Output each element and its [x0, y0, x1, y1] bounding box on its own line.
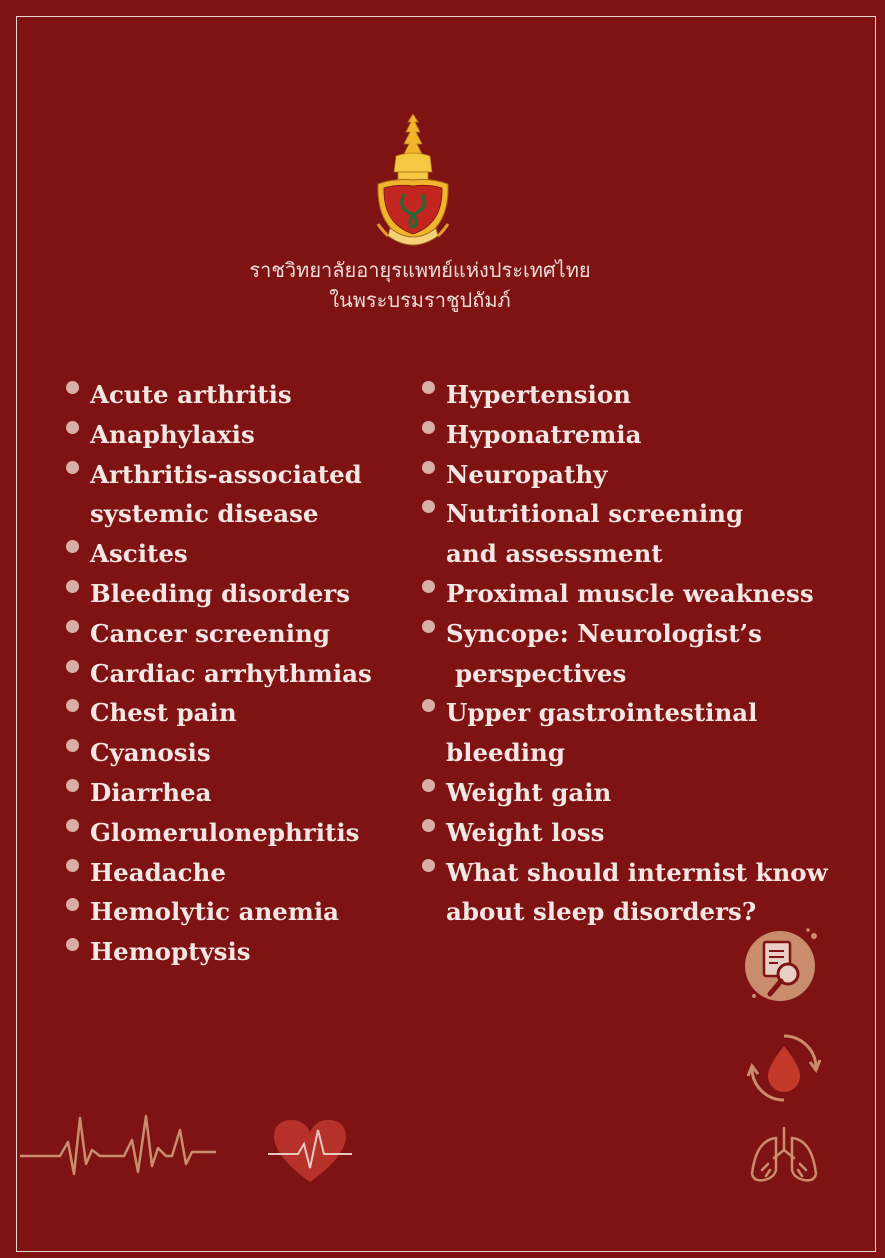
- topic-text-line: Headache: [90, 857, 226, 887]
- topic-item: [66, 693, 396, 733]
- topic-text-line: Proximal muscle weakness: [446, 578, 814, 608]
- topic-list-right: [422, 375, 842, 932]
- bullet-icon: [66, 699, 79, 712]
- bullet-icon: [66, 779, 79, 792]
- topic-text-line: Hypertension: [446, 380, 631, 409]
- blood-drop-cycle-icon: [746, 1030, 822, 1106]
- bullet-icon: [66, 859, 79, 872]
- topic-text-line: Hemolytic anemia: [90, 897, 339, 927]
- bullet-icon: [66, 819, 79, 832]
- topic-text-line: Anaphylaxis: [90, 419, 255, 449]
- bullet-icon: [66, 660, 79, 673]
- bullet-icon: [66, 540, 79, 553]
- topic-item: [66, 813, 396, 853]
- topic-list-left: [66, 375, 396, 972]
- topic-text-line: Acute arthritis: [90, 380, 292, 409]
- topic-item: [66, 853, 396, 893]
- topic-text-line: Weight loss: [446, 817, 605, 847]
- topic-item: [422, 853, 842, 933]
- topic-item: [422, 773, 842, 813]
- bullet-icon: [66, 461, 79, 474]
- topic-text-line: systemic disease: [90, 499, 319, 529]
- bullet-icon: [422, 859, 435, 872]
- topic-item: [422, 574, 842, 614]
- bullet-icon: [422, 421, 435, 434]
- topic-text-line: Cardiac arrhythmias: [90, 658, 372, 688]
- topic-text-line: Diarrhea: [90, 777, 212, 807]
- topic-item: [66, 932, 396, 972]
- bullet-icon: [66, 381, 79, 394]
- royal-college-emblem-icon: [372, 112, 454, 252]
- bullet-icon: [422, 819, 435, 832]
- heart-pulse-icon: [268, 1114, 352, 1186]
- topic-item: [66, 574, 396, 614]
- topic-text-line: Syncope: Neurologist’s: [446, 618, 762, 648]
- bullet-icon: [422, 461, 435, 474]
- bullet-icon: [422, 699, 435, 712]
- institution-name-line-2: ในพระบรมราชูปถัมภ์: [329, 288, 511, 312]
- topic-text-line: Chest pain: [90, 698, 237, 728]
- topic-text-line: and assessment: [446, 539, 663, 569]
- heartbeat-line-icon: [20, 1112, 220, 1182]
- topic-text-line: Bleeding disorders: [90, 578, 351, 608]
- bullet-icon: [66, 739, 79, 752]
- topic-text-line: Hemoptysis: [90, 937, 251, 967]
- topic-text-line: Ascites: [90, 539, 188, 569]
- topic-item: [422, 693, 842, 773]
- bullet-icon: [66, 421, 79, 434]
- lungs-icon: [748, 1124, 820, 1186]
- bullet-icon: [422, 500, 435, 513]
- topic-text-line: Upper gastrointestinal: [446, 698, 758, 728]
- bullet-icon: [422, 779, 435, 792]
- topic-text-line: perspectives: [455, 658, 627, 688]
- bullet-icon: [422, 381, 435, 394]
- topic-text-line: Cancer screening: [90, 618, 330, 648]
- topic-item: [66, 773, 396, 813]
- topic-item: [66, 455, 396, 535]
- bullet-icon: [66, 898, 79, 911]
- topic-item: [66, 654, 396, 694]
- topic-text-line: Glomerulonephritis: [90, 817, 360, 847]
- institution-name-line-1: ราชวิทยาลัยอายุรแพทย์แห่งประเทศไทย: [249, 258, 591, 282]
- topic-item: [66, 375, 396, 415]
- topic-item: [422, 415, 842, 455]
- topic-text-line: bleeding: [446, 738, 565, 768]
- topic-item: [422, 455, 842, 495]
- topic-text-line: Arthritis-associated: [90, 459, 362, 489]
- document-search-icon: [742, 926, 822, 1006]
- bullet-icon: [66, 938, 79, 951]
- topic-text-line: Cyanosis: [90, 738, 211, 768]
- bullet-icon: [422, 580, 435, 593]
- topic-text-line: Nutritional screening: [446, 499, 744, 529]
- topic-item: [422, 375, 842, 415]
- topic-text-line: Weight gain: [446, 777, 612, 807]
- topic-item: [422, 813, 842, 853]
- topic-item: [422, 494, 842, 574]
- bullet-icon: [66, 580, 79, 593]
- topic-item: [66, 614, 396, 654]
- topic-text-line: about sleep disorders?: [446, 897, 757, 927]
- topic-item: [422, 614, 842, 694]
- topic-item: [66, 534, 396, 574]
- topic-text-line: Hyponatremia: [446, 419, 642, 449]
- topic-item: [66, 733, 396, 773]
- topic-text-line: Neuropathy: [446, 459, 608, 489]
- topic-item: [66, 892, 396, 932]
- topic-item: [66, 415, 396, 455]
- bullet-icon: [66, 620, 79, 633]
- bullet-icon: [422, 620, 435, 633]
- topic-text-line: What should internist know: [446, 857, 828, 887]
